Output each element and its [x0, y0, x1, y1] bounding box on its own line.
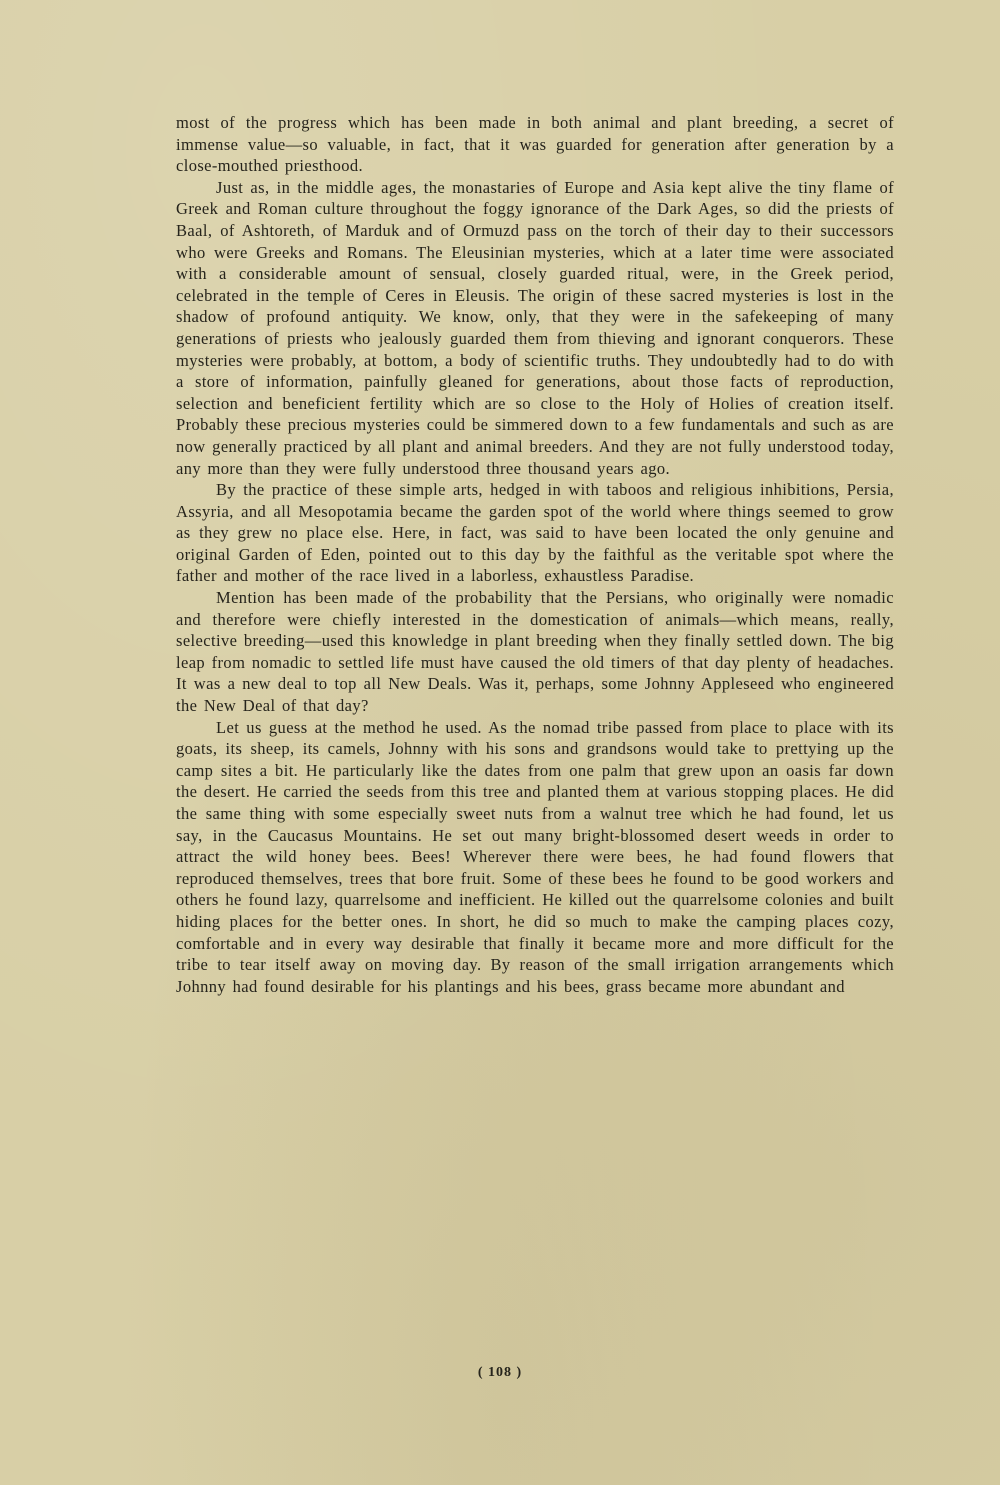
paragraph: most of the progress which has been made in both animal and plant breeding, a secret of immense value—so valuable, in fact, that it was guarded for generation after generation by a close-mouthed priesthood. — [176, 113, 894, 176]
paragraph: Mention has been made of the probability that the Persians, who originally were nomadic and therefore were chiefly interested in the domestication of animals—which means, really, selective breeding—used this knowledge in plant breeding when they finally settled down. The big leap from nomadic to settled life must have caused the old timers of that day plenty of headaches. It was a new deal to top all New Deals. Was it, perhaps, some Johnny Appleseed who engineered the New Deal of that day? — [176, 588, 894, 716]
paragraph: By the practice of these simple arts, hedged in with taboos and religious inhibitions, Persia, Assyria, and all Mesopotamia became the garden spot of the world where things seemed to grow as they grew no place else. Here, in fact, was said to have been located the only genuine and original Garden of Eden, pointed out to this day by the faithful as the veritable spot where the father and mother of the race lived in a laborless, exhaustless Paradise. — [176, 480, 894, 586]
page-number: ( 108 ) — [477, 1365, 523, 1380]
page-text — [176, 112, 894, 997]
paragraph: Just as, in the middle ages, the monastaries of Europe and Asia kept alive the tiny flame of Greek and Roman culture throughout the foggy ignorance of the Dark Ages, so did the priests of Baal, of Ashtoreth, of Marduk and of Ormuzd pass on the torch of their day to their successors who were Greeks and Romans. The Eleusinian mysteries, which at a later time were associated with a considerable amount of sensual, closely guarded ritual, were, in the Greek period, celebrated in the temple of Ceres in Eleusis. The origin of these sacred mysteries is lost in the shadow of profound antiquity. We know, only, that they were in the safekeeping of many generations of priests who jealously guarded them from thieving and ignorant conquerors. These mysteries were probably, at bottom, a body of scientific truths. They undoubtedly had to do with a store of information, painfully gleaned for generations, about those facts of reproduction, selection and beneficient fertility which are so close to the Holy of Holies of creation itself. Probably these precious mysteries could be simmered down to a few fundamentals and such as are now generally practiced by all plant and animal breeders. And they are not fully understood today, any more than they were fully understood three thousand years ago. — [176, 177, 894, 478]
paragraph: Let us guess at the method he used. As the nomad tribe passed from place to place with its goats, its sheep, its camels, Johnny with his sons and grandsons would take to prettying up the camp sites a bit. He particularly like the dates from one palm that grew upon an oasis far down the desert. He carried the seeds from this tree and planted them at various stopping places. He did the same thing with some especially sweet nuts from a walnut tree which he had found, let us say, in the Caucasus Mountains. He set out many bright-blossomed desert weeds in order to attract the wild honey bees. Bees! Wherever there were bees, he had found flowers that reproduced themselves, trees that bore fruit. Some of these bees he found to be good workers and others he found lazy, quarrelsome and inefficient. He killed out the quarrelsome colonies and built hiding places for the better ones. In short, he did so much to make the camping places cozy, comfortable and in every way desirable that finally it became more and more difficult for the tribe to tear itself away on moving day. By reason of the small irrigation arrangements which Johnny had found desirable for his plantings and his bees, grass became more abundant and — [176, 717, 894, 996]
